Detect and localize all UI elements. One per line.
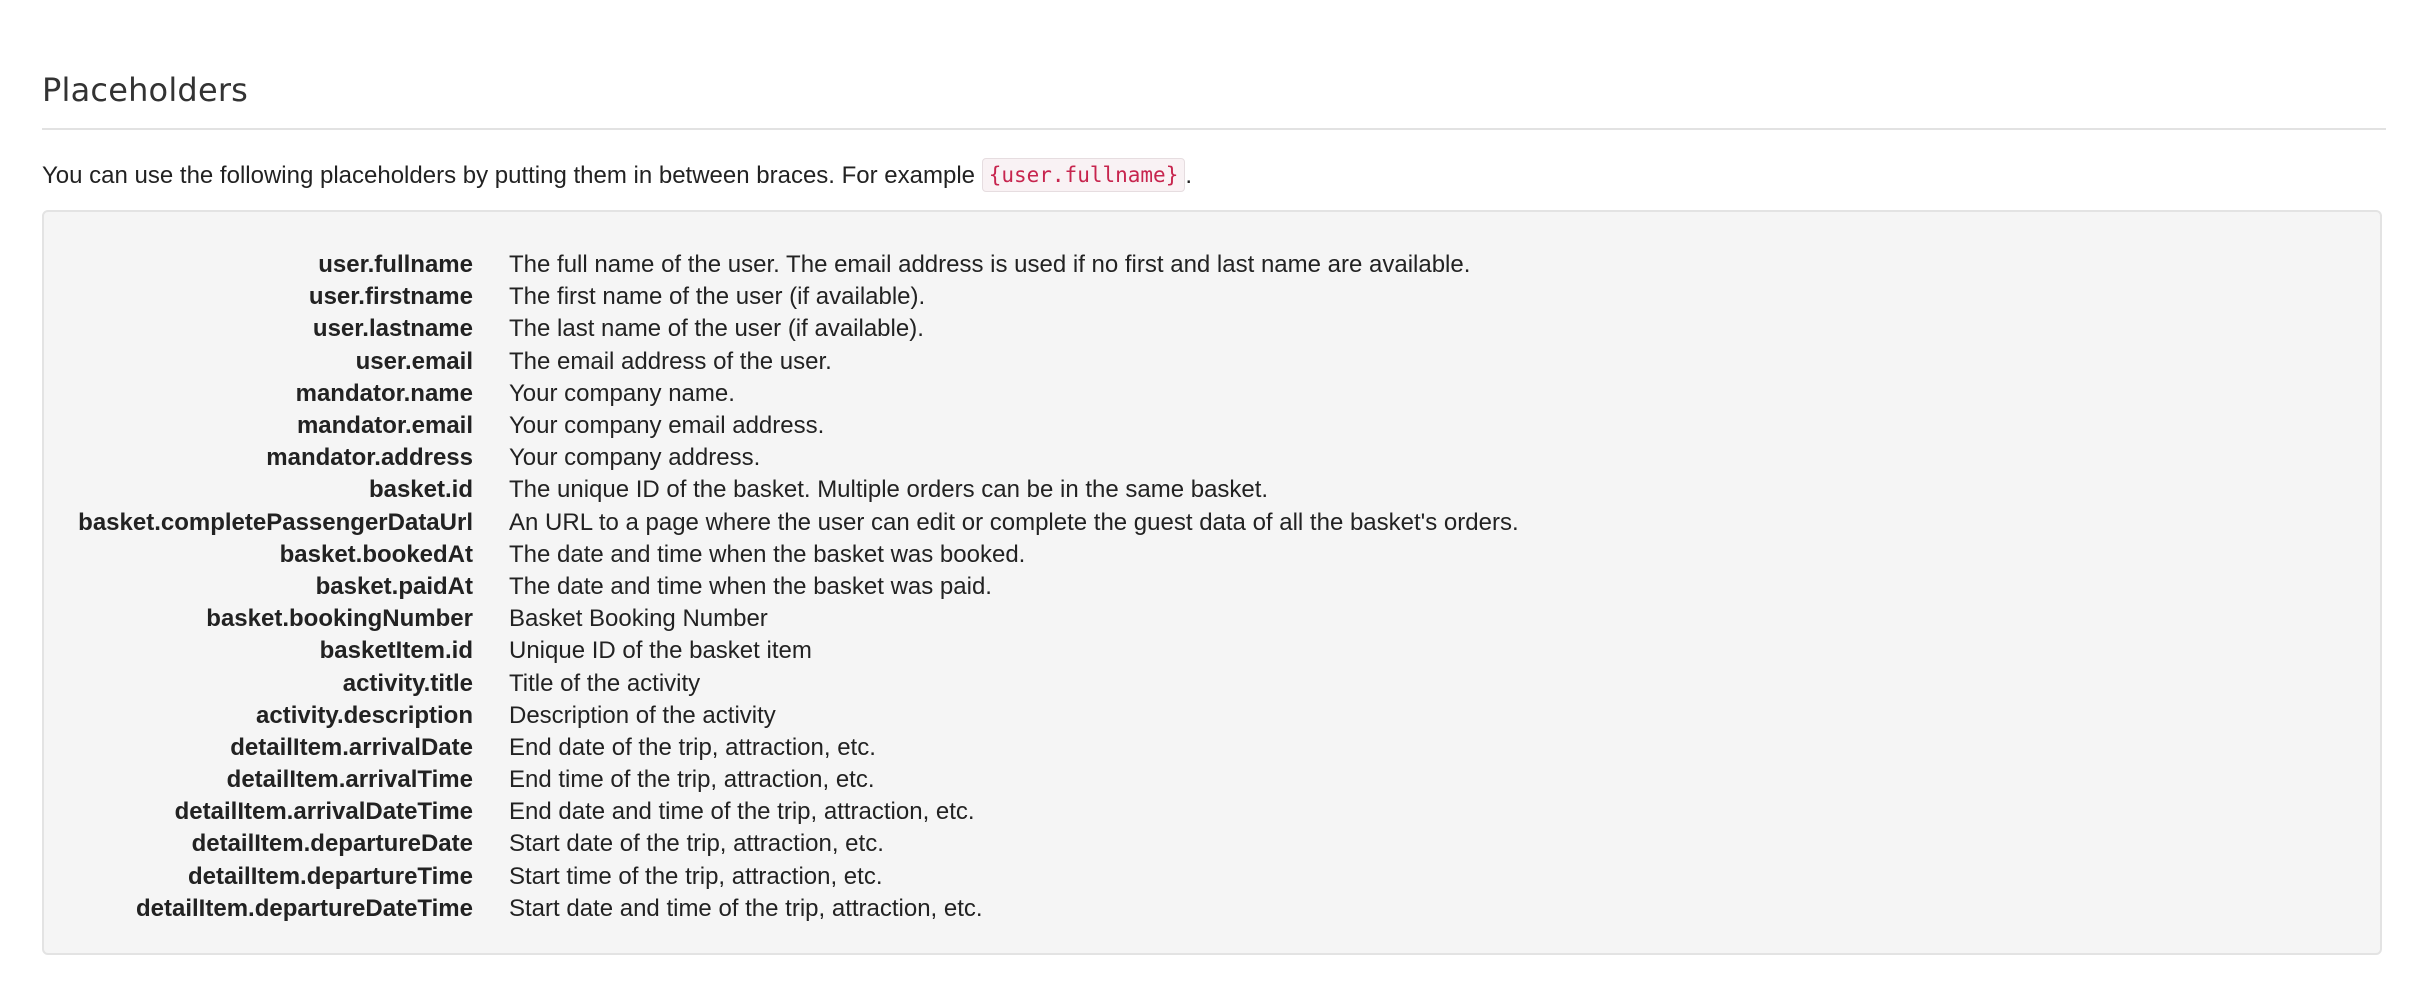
placeholder-description: Start date of the trip, attraction, etc. [509, 830, 884, 858]
placeholder-key: detailItem.arrivalTime [226, 766, 473, 794]
placeholder-row [44, 474, 2380, 506]
placeholder-row [44, 603, 2380, 635]
placeholder-description: The date and time when the basket was paid. [509, 572, 992, 600]
placeholder-description: Your company address. [509, 444, 761, 472]
placeholder-description: The full name of the user. The email address is used if no first and last name are available. [509, 251, 1471, 279]
intro-text: You can use the following placeholders by putting them in between braces. For example [42, 162, 982, 189]
placeholder-description: The email address of the user. [509, 347, 832, 375]
placeholder-description: Title of the activity [509, 669, 701, 697]
placeholder-key: basket.bookedAt [279, 540, 473, 568]
placeholder-key: detailItem.departureTime [188, 862, 473, 890]
placeholder-key: user.lastname [312, 315, 473, 343]
placeholder-row [44, 667, 2380, 699]
placeholder-key: activity.description [256, 701, 473, 729]
placeholder-key: basket.completePassengerDataUrl [78, 508, 473, 536]
placeholder-row [44, 281, 2380, 313]
placeholder-definition-list [44, 249, 2380, 925]
placeholder-description: The last name of the user (if available). [509, 315, 924, 343]
placeholder-description: Description of the activity [509, 701, 776, 729]
placeholder-key: basketItem.id [319, 637, 473, 665]
placeholder-description: The date and time when the basket was booked. [509, 540, 1026, 568]
section-divider [42, 128, 2386, 130]
placeholder-row [44, 313, 2380, 345]
placeholder-description: Your company name. [509, 379, 735, 407]
placeholder-row [44, 571, 2380, 603]
placeholder-description: The unique ID of the basket. Multiple orders can be in the same basket. [509, 476, 1269, 504]
placeholder-key: detailItem.arrivalDateTime [174, 798, 473, 826]
placeholder-key: mandator.address [266, 444, 473, 472]
intro-suffix: . [1185, 162, 1193, 189]
placeholder-description: End time of the trip, attraction, etc. [509, 766, 875, 794]
placeholder-description: Start date and time of the trip, attraction, etc. [509, 894, 983, 922]
placeholder-row [44, 700, 2380, 732]
example-code: {user.fullname} [982, 158, 1186, 192]
placeholder-row [44, 635, 2380, 667]
placeholder-row [44, 539, 2380, 571]
placeholder-description: The first name of the user (if available). [509, 283, 926, 311]
placeholder-row [44, 378, 2380, 410]
placeholders-section [42, 0, 2386, 922]
placeholder-key: activity.title [342, 669, 473, 697]
placeholder-description: End date and time of the trip, attraction, etc. [509, 798, 975, 826]
placeholder-description: Your company email address. [509, 412, 825, 440]
placeholder-key: user.fullname [318, 251, 473, 279]
placeholder-row [44, 732, 2380, 764]
placeholder-key: detailItem.departureDate [191, 830, 473, 858]
placeholder-key: user.email [355, 347, 473, 375]
placeholder-row [44, 507, 2380, 539]
placeholder-row [44, 861, 2380, 893]
placeholder-row [44, 796, 2380, 828]
placeholder-description: An URL to a page where the user can edit or complete the guest data of all the basket's orders. [509, 508, 1519, 536]
placeholder-key: user.firstname [308, 283, 473, 311]
intro-paragraph [42, 158, 2386, 194]
placeholder-description: Start time of the trip, attraction, etc. [509, 862, 883, 890]
placeholder-key: detailItem.departureDateTime [136, 894, 473, 922]
placeholder-row [44, 828, 2380, 860]
placeholder-key: basket.id [368, 476, 473, 504]
placeholder-description: Basket Booking Number [509, 605, 768, 633]
section-title: Placeholders [42, 71, 249, 109]
placeholder-key: basket.paidAt [315, 572, 473, 600]
placeholder-row [44, 249, 2380, 281]
placeholder-row [44, 893, 2380, 925]
placeholder-key: mandator.name [295, 379, 473, 407]
placeholder-row [44, 764, 2380, 796]
placeholder-row [44, 346, 2380, 378]
placeholder-description: End date of the trip, attraction, etc. [509, 733, 876, 761]
placeholder-description: Unique ID of the basket item [509, 637, 812, 665]
placeholder-row [44, 442, 2380, 474]
placeholder-key: detailItem.arrivalDate [230, 733, 473, 761]
placeholder-list-panel [42, 210, 2382, 955]
placeholder-row [44, 410, 2380, 442]
placeholder-key: basket.bookingNumber [206, 605, 473, 633]
placeholder-key: mandator.email [296, 412, 473, 440]
